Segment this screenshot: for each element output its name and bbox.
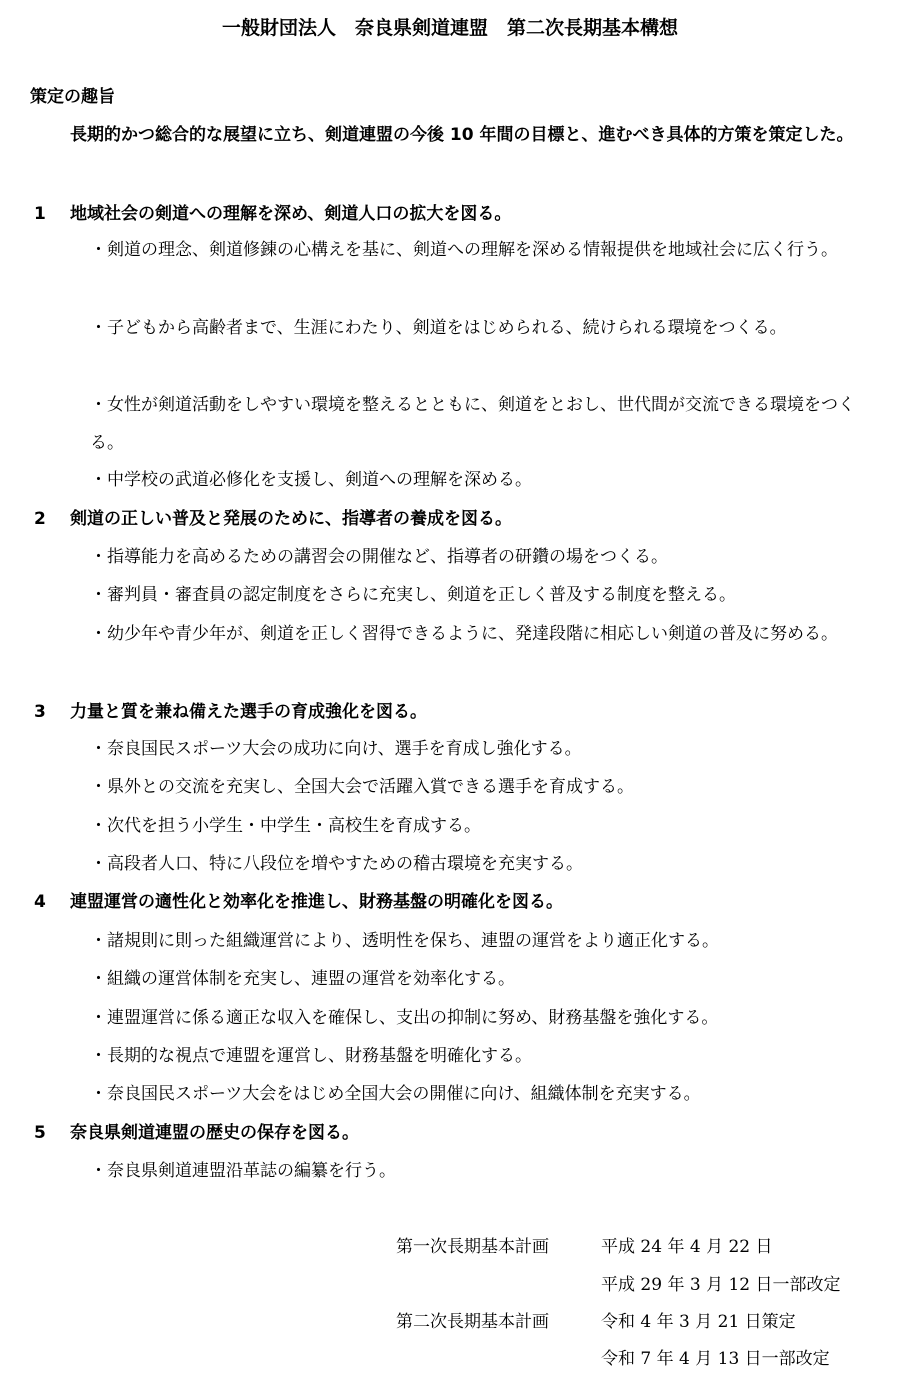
purpose-heading: 策定の趣旨 <box>30 87 115 107</box>
section-number: 4 <box>34 892 46 912</box>
section-number: 1 <box>34 204 46 224</box>
list-item: ・連盟運営に係る適正な収入を確保し、支出の抑制に努め、財務基盤を強化する。 <box>90 1008 719 1028</box>
list-item: ・奈良国民スポーツ大会をはじめ全国大会の開催に向け、組織体制を充実する。 <box>90 1084 701 1104</box>
list-item: ・県外との交流を充実し、全国大会で活躍入賞できる選手を育成する。 <box>90 777 634 797</box>
list-item: ・幼少年や青少年が、剣道を正しく習得できるように、発達段階に相応しい剣道の普及に努める。 <box>90 624 838 644</box>
section-number: 2 <box>34 509 46 529</box>
list-item: ・子どもから高齢者まで、生涯にわたり、剣道をはじめられる、続けられる環境をつくる。 <box>90 318 787 338</box>
section-number: 5 <box>34 1123 46 1143</box>
plan-date: 平成 24 年 4 月 22 日 <box>601 1237 773 1257</box>
list-item: ・組織の運営体制を充実し、連盟の運営を効率化する。 <box>90 969 515 989</box>
list-item: ・諸規則に則った組織運営により、透明性を保ち、連盟の運営をより適正化する。 <box>90 931 719 951</box>
list-item: ・奈良国民スポーツ大会の成功に向け、選手を育成し強化する。 <box>90 739 582 759</box>
section-number: 3 <box>34 702 46 722</box>
list-item: ・高段者人口、特に八段位を増やすための稽古環境を充実する。 <box>90 854 583 874</box>
list-item: ・剣道の理念、剣道修錬の心構えを基に、剣道への理解を深める情報提供を地域社会に広く行う。 <box>90 240 838 260</box>
section-heading: 剣道の正しい普及と発展のために、指導者の養成を図る。 <box>70 509 512 529</box>
purpose-text: 長期的かつ総合的な展望に立ち、剣道連盟の今後 10 年間の目標と、進むべき具体的方策を策定した。 <box>70 125 854 145</box>
section-heading: 力量と質を兼ね備えた選手の育成強化を図る。 <box>70 702 427 722</box>
plan-date: 令和 4 年 3 月 21 日策定 <box>601 1312 796 1332</box>
section-heading: 地域社会の剣道への理解を深め、剣道人口の拡大を図る。 <box>70 204 512 224</box>
list-item: ・奈良県剣道連盟沿革誌の編纂を行う。 <box>90 1161 396 1181</box>
list-item: ・女性が剣道活動をしやすい環境を整えるとともに、剣道をとおし、世代間が交流できる環境をつくる。 <box>90 395 855 453</box>
list-item: ・指導能力を高めるための講習会の開催など、指導者の研鑽の場をつくる。 <box>90 547 668 567</box>
list-item: ・長期的な視点で連盟を運営し、財務基盤を明確化する。 <box>90 1046 532 1066</box>
plan-label: 第二次長期基本計画 <box>396 1312 549 1332</box>
plan-label: 第一次長期基本計画 <box>396 1237 549 1257</box>
list-item: ・審判員・審査員の認定制度をさらに充実し、剣道を正しく普及する制度を整える。 <box>90 585 736 605</box>
plan-date: 平成 29 年 3 月 12 日一部改定 <box>601 1275 841 1295</box>
section-heading: 奈良県剣道連盟の歴史の保存を図る。 <box>70 1123 359 1143</box>
list-item: ・次代を担う小学生・中学生・高校生を育成する。 <box>90 816 481 836</box>
plan-date: 令和 7 年 4 月 13 日一部改定 <box>601 1349 830 1369</box>
list-item: ・中学校の武道必修化を支援し、剣道への理解を深める。 <box>90 470 532 490</box>
section-heading: 連盟運営の適性化と効率化を推進し、財務基盤の明確化を図る。 <box>70 892 563 912</box>
document-title: 一般財団法人 奈良県剣道連盟 第二次長期基本構想 <box>221 17 678 39</box>
